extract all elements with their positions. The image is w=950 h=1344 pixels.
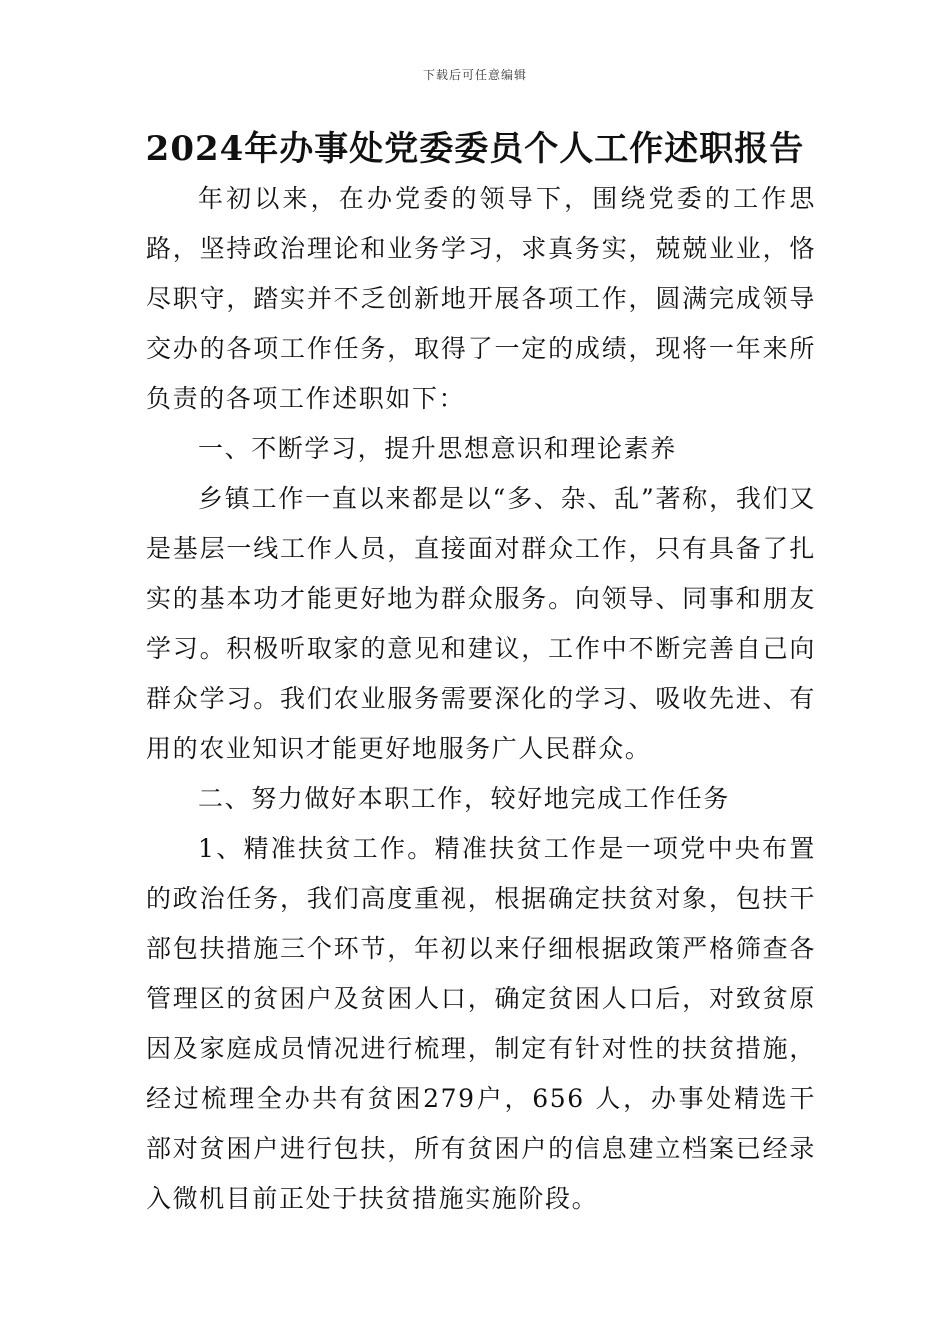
- intro-paragraph: 年初以来，在办党委的领导下，围绕党委的工作思路，坚持政治理论和业务学习，求真务实，兢兢业业，恪尽职守，踏实并不乏创新地开展各项工作，圆满完成领导交办的各项工作任务，取得了一定的成绩，现将一年来所负责的各项工作述职如下：: [146, 184, 816, 413]
- section-1-heading: 一、不断学习，提升思想意识和理论素养: [198, 434, 677, 463]
- document-title: 2024年办事处党委委员个人工作述职报告: [145, 129, 805, 169]
- header-note: 下载后可任意编辑: [422, 68, 527, 82]
- section-2-item-1-paragraph: 1、精准扶贫工作。精准扶贫工作是一项党中央布置的政治任务，我们高度重视，根据确定扶贫对象，包扶干部包扶措施三个环节，年初以来仔细根据政策严格筛查各管理区的贫困户及贫困人口，确定贫困人口后，对致贫原因及家庭成员情况进行梳理，制定有针对性的扶贫措施，经过梳理全办共有贫困279户，656 人，办事处精选干部对贫困户进行包扶，所有贫困户的信息建立档案已经录入微机目前正处于扶贫措施实施阶段。: [146, 834, 816, 1213]
- section-1-paragraph: 乡镇工作一直以来都是以“多、杂、乱”著称，我们又是基层一线工作人员，直接面对群众工作，只有具备了扎实的基本功才能更好地为群众服务。向领导、同事和朋友学习。积极听取家的意见和建议，工作中不断完善自己向群众学习。我们农业服务需要深化的学习、吸收先进、有用的农业知识才能更好地服务广人民群众。: [146, 484, 816, 763]
- section-2-heading: 二、努力做好本职工作，较好地完成工作任务: [198, 784, 731, 813]
- document-body: [146, 174, 816, 1224]
